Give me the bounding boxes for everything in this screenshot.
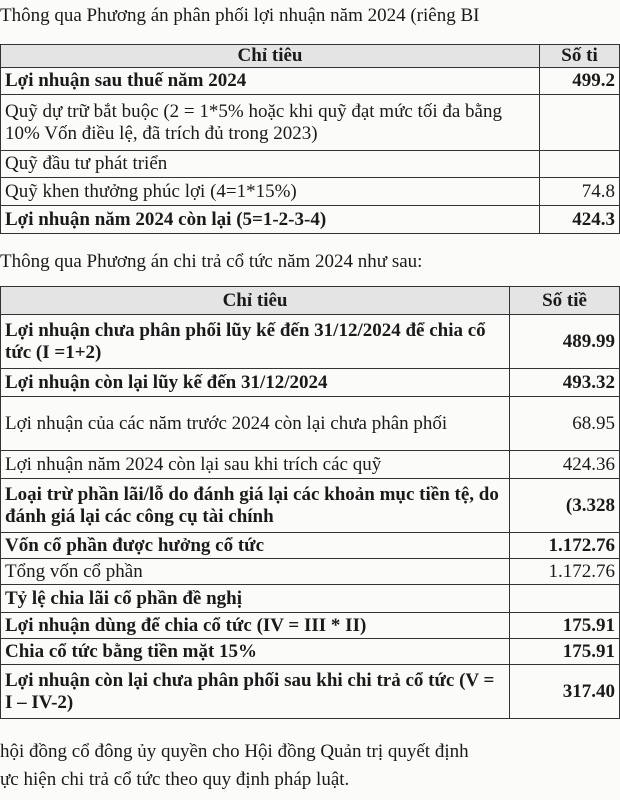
table-row xyxy=(1,479,620,533)
row-value: 175.91 xyxy=(510,613,620,639)
row-label: Lợi nhuận của các năm trước 2024 còn lại chưa phân phối xyxy=(1,397,510,451)
row-value: 68.95 xyxy=(510,397,620,451)
row-value: 424.3 xyxy=(540,206,620,234)
footer-line-1: hội đồng cổ đông ủy quyền cho Hội đồng Quản trị quyết định xyxy=(0,741,469,762)
row-label: Lợi nhuận sau thuế năm 2024 xyxy=(1,68,540,95)
heading-profit-distribution: Thông qua Phương án phân phối lợi nhuận năm 2024 (riêng BI xyxy=(0,5,480,26)
row-value: 489.99 xyxy=(510,315,620,369)
row-value: 499.2 xyxy=(540,68,620,95)
table-row xyxy=(1,315,620,369)
table-row xyxy=(1,451,620,479)
column-header-amount: Số ti xyxy=(540,45,620,68)
table-row xyxy=(1,639,620,665)
row-value: (3.328 xyxy=(510,479,620,533)
table-row xyxy=(1,585,620,613)
row-label: Quỹ dự trữ bắt buộc (2 = 1*5% hoặc khi quỹ đạt mức tối đa bằng 10% Vốn điều lệ, đã trích đủ trong 2023) xyxy=(1,95,540,151)
row-label: Quỹ khen thưởng phúc lợi (4=1*15%) xyxy=(1,178,540,206)
table-row xyxy=(1,95,620,151)
row-label: Lợi nhuận còn lại chưa phân phối sau khi chi trả cổ tức (V = I – IV-2) xyxy=(1,665,510,719)
column-header-item: Chỉ tiêu xyxy=(1,45,540,68)
column-header-amount: Số tiề xyxy=(510,287,620,315)
heading-dividend-plan: Thông qua Phương án chi trả cổ tức năm 2024 như sau: xyxy=(0,251,423,272)
table-row xyxy=(1,178,620,206)
table-row xyxy=(1,613,620,639)
table-row xyxy=(1,68,620,95)
row-label: Lợi nhuận năm 2024 còn lại (5=1-2-3-4) xyxy=(1,206,540,234)
table-row xyxy=(1,533,620,559)
row-label: Lợi nhuận dùng để chia cổ tức (IV = III * II) xyxy=(1,613,510,639)
table-row xyxy=(1,559,620,585)
row-label: Vốn cổ phần được hưởng cổ tức xyxy=(1,533,510,559)
dividend-plan-table xyxy=(0,286,620,719)
table-row xyxy=(1,665,620,719)
table-row xyxy=(1,369,620,397)
row-label: Chia cổ tức bằng tiền mặt 15% xyxy=(1,639,510,665)
row-value: 74.8 xyxy=(540,178,620,206)
row-value: 1.172.76 xyxy=(510,559,620,585)
table-header-row xyxy=(1,45,620,68)
row-label: Loại trừ phần lãi/lỗ do đánh giá lại các khoản mục tiền tệ, do đánh giá lại các công cụ tài chính xyxy=(1,479,510,533)
row-label: Lợi nhuận còn lại lũy kế đến 31/12/2024 xyxy=(1,369,510,397)
table-header-row xyxy=(1,287,620,315)
row-value xyxy=(510,585,620,613)
row-value: 424.36 xyxy=(510,451,620,479)
row-label: Lợi nhuận chưa phân phối lũy kế đến 31/12/2024 để chia cổ tức (I =1+2) xyxy=(1,315,510,369)
profit-distribution-table xyxy=(0,44,620,234)
column-header-item: Chỉ tiêu xyxy=(1,287,510,315)
table-row xyxy=(1,397,620,451)
row-value xyxy=(540,151,620,178)
row-value: 175.91 xyxy=(510,639,620,665)
footer-line-2: ực hiện chi trả cổ tức theo quy định pháp luật. xyxy=(0,769,350,790)
row-label: Quỹ đầu tư phát triển xyxy=(1,151,540,178)
row-label: Lợi nhuận năm 2024 còn lại sau khi trích các quỹ xyxy=(1,451,510,479)
row-value: 493.32 xyxy=(510,369,620,397)
row-value xyxy=(540,95,620,151)
row-value: 317.40 xyxy=(510,665,620,719)
table-row xyxy=(1,151,620,178)
row-label: Tổng vốn cổ phần xyxy=(1,559,510,585)
row-value: 1.172.76 xyxy=(510,533,620,559)
table-row xyxy=(1,206,620,234)
row-label: Tỷ lệ chia lãi cổ phần đề nghị xyxy=(1,585,510,613)
